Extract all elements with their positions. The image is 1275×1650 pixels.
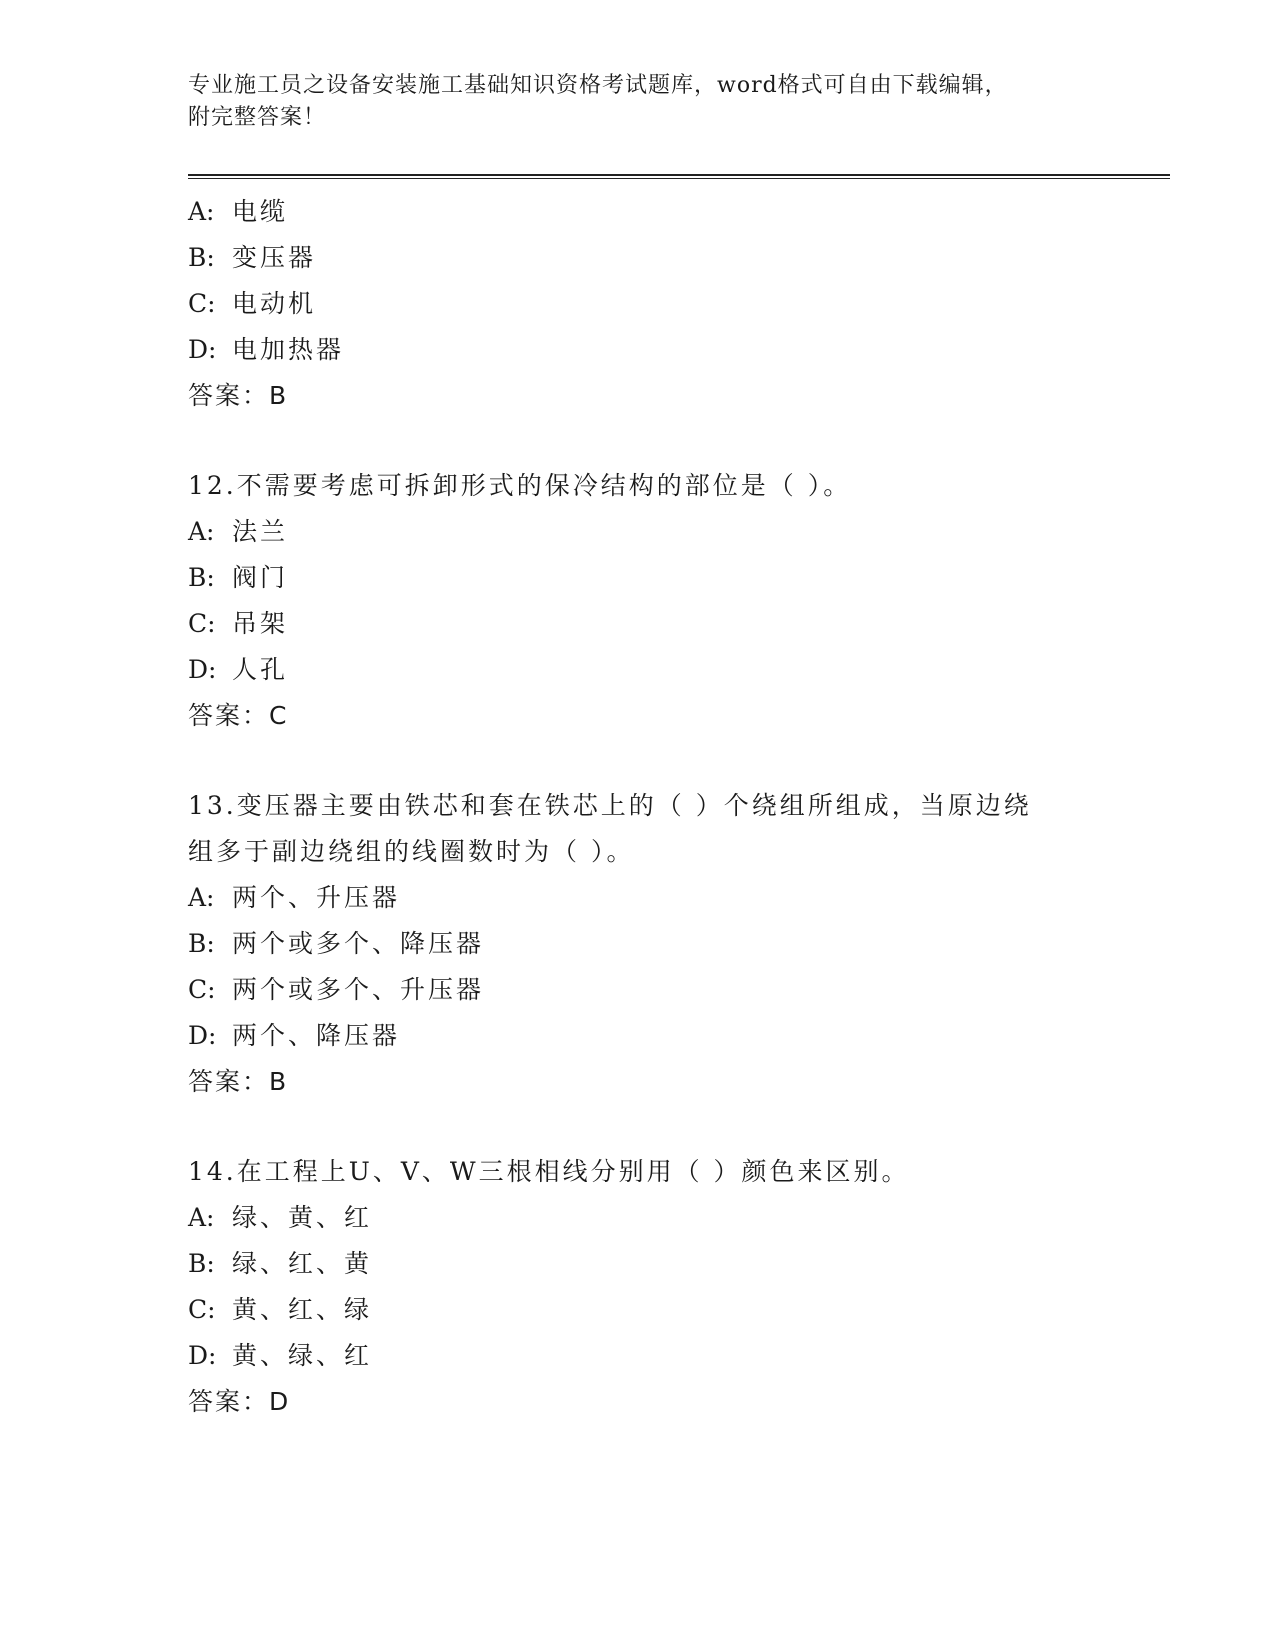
option-d: D: 电加热器 [188, 335, 345, 364]
question-stem-line1: 13.变压器主要由铁芯和套在铁芯上的（ ）个绕组所组成，当原边绕 [188, 791, 1032, 820]
question-11 [188, 189, 1168, 419]
answer-line: 答案：B [188, 1067, 289, 1096]
question-13 [188, 783, 1168, 1105]
option-b: B: 阀门 [188, 563, 289, 592]
document-header [188, 70, 1168, 134]
option-b: B: 绿、红、黄 [188, 1249, 373, 1278]
option-a: A: 绿、黄、红 [188, 1203, 373, 1232]
option-c: C: 黄、红、绿 [188, 1295, 373, 1324]
header-divider [188, 174, 1170, 179]
header-title-line2: 附完整答案！ [188, 105, 327, 130]
option-a: A: 法兰 [188, 517, 289, 546]
option-a: A: 两个、升压器 [188, 883, 401, 912]
option-d: D: 黄、绿、红 [188, 1341, 373, 1370]
option-b: B: 两个或多个、降压器 [188, 929, 485, 958]
document-page [188, 70, 1168, 1425]
option-c: C: 吊架 [188, 609, 289, 638]
question-14 [188, 1149, 1168, 1425]
option-c: C: 两个或多个、升压器 [188, 975, 485, 1004]
option-d: D: 人孔 [188, 655, 289, 684]
option-d: D: 两个、降压器 [188, 1021, 401, 1050]
answer-line: 答案：D [188, 1387, 291, 1416]
answer-line: 答案：B [188, 381, 289, 410]
question-stem: 12.不需要考虑可拆卸形式的保冷结构的部位是（ ）。 [188, 471, 852, 500]
question-stem-line2: 组多于副边绕组的线圈数时为（ ）。 [188, 837, 635, 866]
header-title-line1: 专业施工员之设备安装施工基础知识资格考试题库，word格式可自由下载编辑， [188, 73, 1008, 98]
option-a: A: 电缆 [188, 197, 289, 226]
option-b: B: 变压器 [188, 243, 317, 272]
question-stem: 14.在工程上U、V、W三根相线分别用（ ）颜色来区别。 [188, 1157, 910, 1186]
option-c: C: 电动机 [188, 289, 317, 318]
answer-line: 答案：C [188, 701, 289, 730]
question-12 [188, 463, 1168, 739]
